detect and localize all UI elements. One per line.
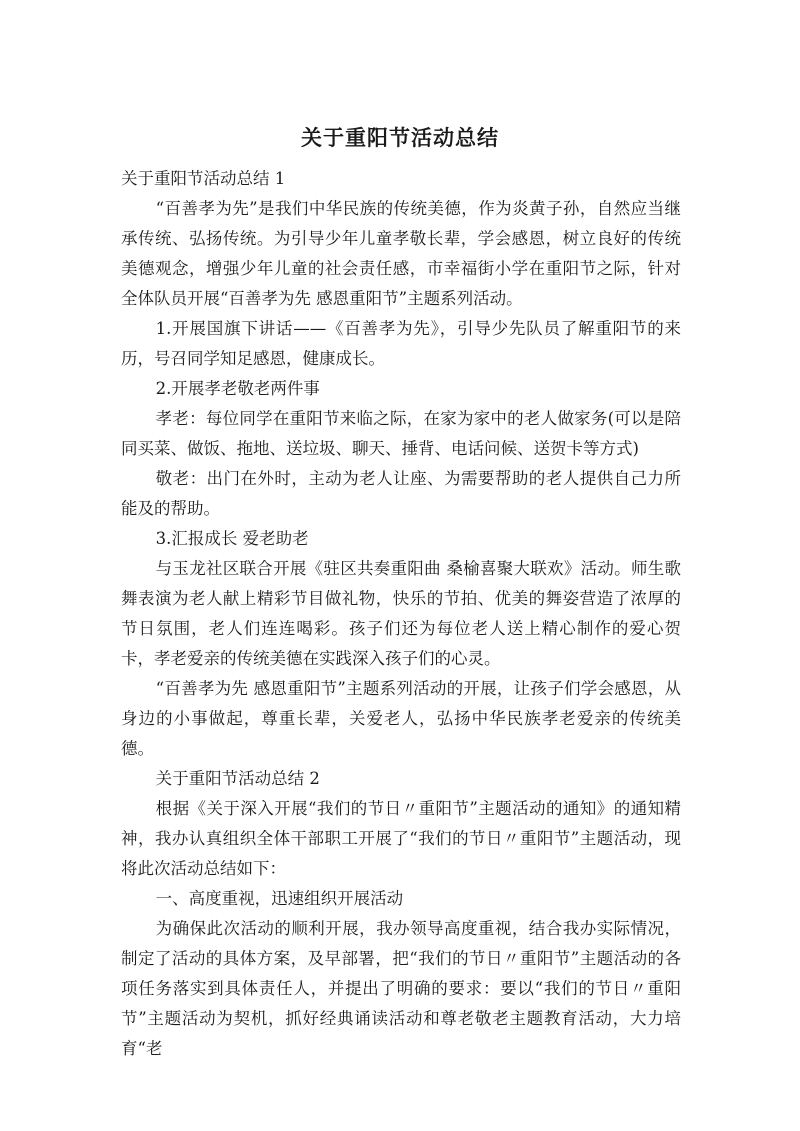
paragraph: 一、高度重视，迅速组织开展活动 bbox=[155, 889, 404, 908]
paragraph: “百善孝为先”是我们中华民族的传统美德，作为炎黄子孙，自然应当继承传统、弘扬传统。为引导少年儿童孝敬长辈，学会感恩，树立良好的传统美德观念，增强少年儿童的社会责任感，市幸福街小学在重阳节之际，针对全体队员开展“百善孝为先 感恩重阳节”主题系列活动。 bbox=[121, 199, 681, 308]
paragraph: 根据《关于深入开展“我们的节日〃重阳节”主题活动的通知》的通知精神，我办认真组织全体干部职工开展了“我们的节日〃重阳节”主题活动，现将此次活动总结如下： bbox=[121, 799, 681, 878]
paragraph: 1.开展国旗下讲话——《百善孝为先》，引导少先队员了解重阳节的来历，号召同学知足感恩，健康成长。 bbox=[121, 319, 681, 368]
paragraph: 3.汇报成长 爱老助老 bbox=[155, 529, 309, 548]
paragraph: 2.开展孝老敬老两件事 bbox=[155, 379, 320, 398]
document-body bbox=[121, 164, 681, 1064]
paragraph: 与玉龙社区联合开展《驻区共奏重阳曲 桑榆喜聚大联欢》活动。师生歌舞表演为老人献上精彩节目做礼物，快乐的节拍、优美的舞姿营造了浓厚的节日氛围，老人们连连喝彩。孩子们还为每位老人送上精心制作的爱心贺卡，孝老爱亲的传统美德在实践深入孩子们的心灵。 bbox=[121, 559, 681, 668]
paragraph: 敬老：出门在外时，主动为老人让座、为需要帮助的老人提供自己力所能及的帮助。 bbox=[121, 469, 681, 518]
section-heading-2: 关于重阳节活动总结 2 bbox=[155, 769, 320, 788]
paragraph: 为确保此次活动的顺利开展，我办领导高度重视，结合我办实际情况，制定了活动的具体方案，及早部署，把“我们的节日〃重阳节”主题活动的各项任务落实到具体责任人，并提出了明确的要求：要以“我们的节日〃重阳节”主题活动为契机，抓好经典诵读活动和尊老敬老主题教育活动，大力培育“老 bbox=[121, 919, 681, 1058]
paragraph: “百善孝为先 感恩重阳节”主题系列活动的开展，让孩子们学会感恩，从身边的小事做起，尊重长辈，关爱老人，弘扬中华民族孝老爱亲的传统美德。 bbox=[121, 679, 681, 758]
paragraph: 孝老：每位同学在重阳节来临之际，在家为家中的老人做家务(可以是陪同买菜、做饭、拖地、送垃圾、聊天、捶背、电话问候、送贺卡等方式) bbox=[121, 409, 681, 458]
section-heading-1: 关于重阳节活动总结 1 bbox=[121, 169, 286, 188]
document-title: 关于重阳节活动总结 bbox=[301, 126, 499, 150]
